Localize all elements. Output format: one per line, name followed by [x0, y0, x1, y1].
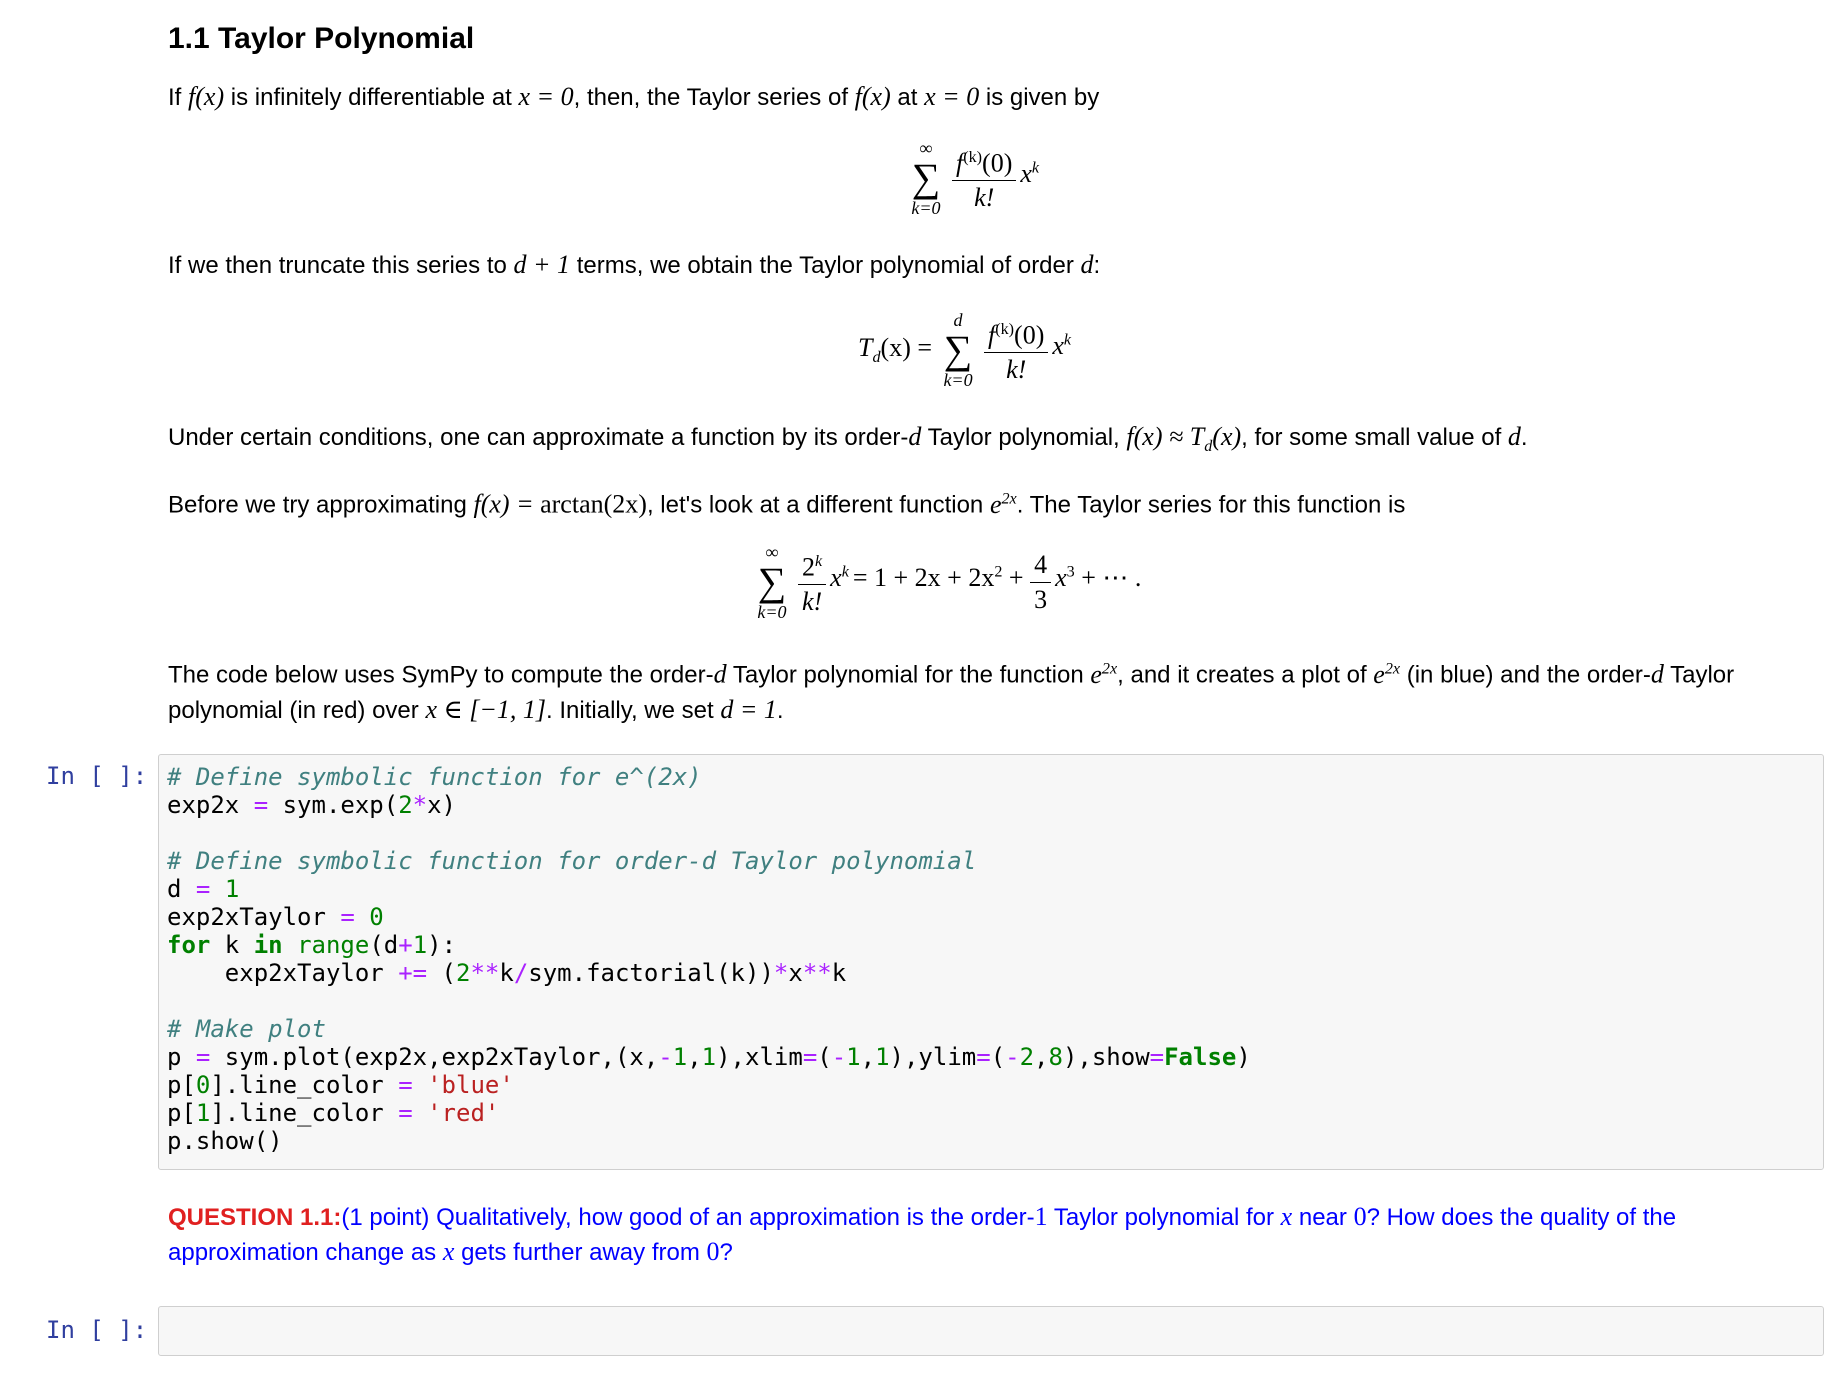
paragraph-approximation: Under certain conditions, one can approximate a function by its order-d Taylor polynomial, $f(x) \approx T_d(x)$, for some small value of d.	[168, 422, 1528, 456]
section-heading: 1.1 Taylor Polynomial	[168, 22, 475, 55]
code-text[interactable]	[159, 755, 1823, 1163]
code-line: p = sym.plot(exp2x,exp2xTaylor,(x,-1,1),xlim=(-1,1),ylim=(-2,8),show=False)	[167, 1043, 1251, 1071]
question-text: QUESTION 1.1:(1 point) Qualitatively, how good of an approximation is the order-1 Taylor polynomial for x near 0? How does the quality of the approximation change as x gets further away from 0?	[168, 1202, 1677, 1266]
code-cell-editor[interactable]	[158, 754, 1824, 1170]
code-line: d = 1	[167, 875, 240, 903]
equation-taylor-series: ∞ ∑ k=0 $\frac{f^{(k)}(0)}{k!}$ $x^k$	[911, 138, 1040, 218]
paragraph-arctan-intro: Before we try approximating f(x) = arctan(2x), let's look at a different function $e^{2x}$. The Taylor series for this function is	[168, 489, 1406, 519]
code-line: for k in range(d+1):	[167, 931, 457, 959]
paragraph-taylor-series-intro: If f(x) is infinitely differentiable at x = 0, then, the Taylor series of f(x) at x = 0 is given by	[168, 82, 1100, 111]
cell-prompt-empty: In [ ]:	[46, 1316, 148, 1344]
equation-exp2x-series: ∞ ∑ k=0 $\frac{2^k}{k!}$ $x^k = 1 + 2x + 2x^2$ + $\frac{4}{3}$ $x^3$ + ⋯ .	[757, 542, 1142, 622]
paragraph-truncate: If we then truncate this series to d + 1 terms, we obtain the Taylor polynomial of order d:	[168, 250, 1101, 279]
code-line: # Define symbolic function for order-d Taylor polynomial	[167, 847, 977, 875]
code-line: # Define symbolic function for e^(2x)	[167, 763, 702, 791]
code-line: # Make plot	[167, 1015, 326, 1043]
paragraph-code-description: The code below uses SymPy to compute the order-d Taylor polynomial for the function $e^{2x}$, and it creates a plot of $e^{2x}$ (in blue) and the order-d Taylor polynomial (in red) over x ∈ [−1, 1]. Initially, we set d = 1.	[168, 659, 1735, 724]
code-line: p[0].line_color = 'blue'	[167, 1071, 514, 1099]
code-line: exp2x = sym.exp(2*x)	[167, 791, 457, 819]
code-line: p[1].line_color = 'red'	[167, 1099, 500, 1127]
equation-taylor-polynomial: $T_d(x)$ = d ∑ k=0 $\frac{f^{(k)}(0)}{k!}$ $x^k$	[858, 310, 1072, 390]
code-line: exp2xTaylor = 0	[167, 903, 384, 931]
code-line: p.show()	[167, 1127, 283, 1155]
empty-code-cell-editor[interactable]	[158, 1306, 1824, 1356]
cell-prompt: In [ ]:	[46, 762, 148, 790]
code-line: exp2xTaylor += (2**k/sym.factorial(k))*x**k	[167, 959, 847, 987]
question-label: QUESTION 1.1:	[168, 1204, 342, 1231]
